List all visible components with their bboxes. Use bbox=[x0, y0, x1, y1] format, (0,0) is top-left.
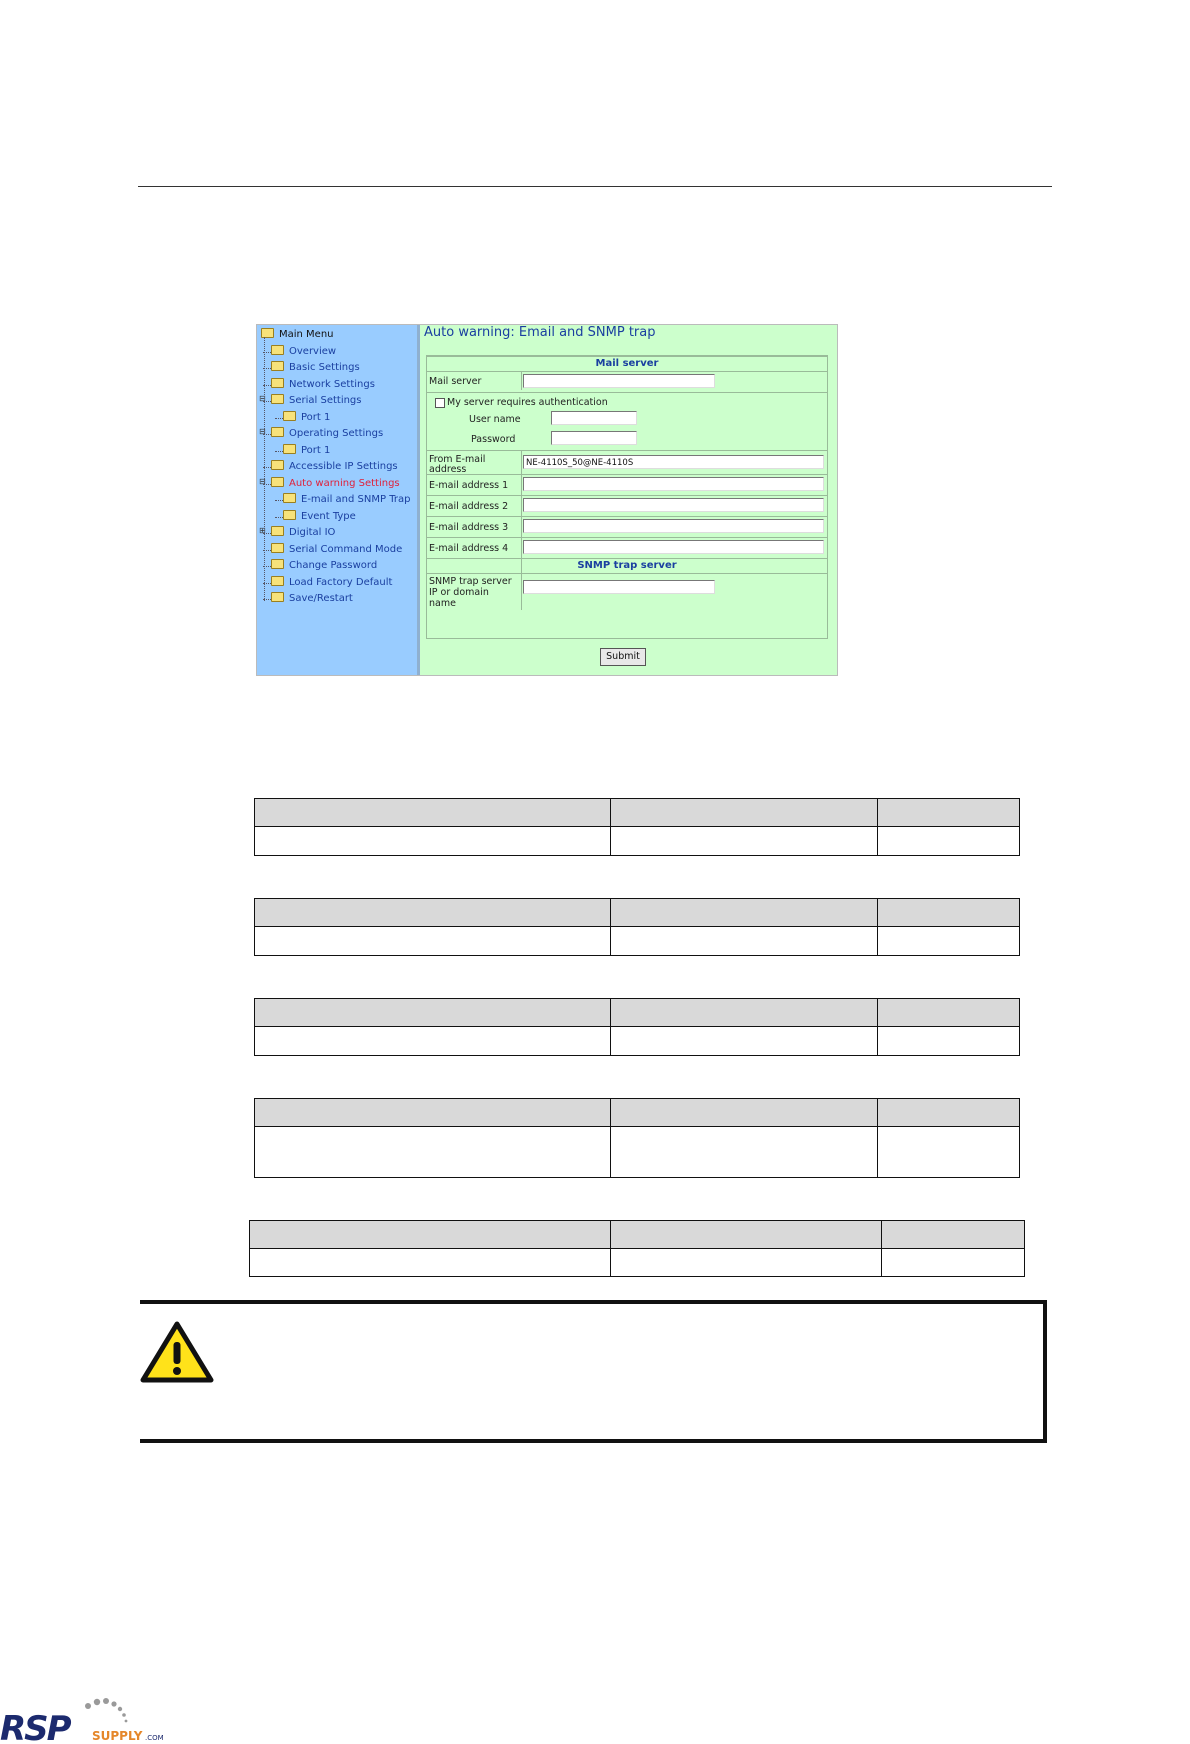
email-address-4-input[interactable] bbox=[523, 540, 824, 554]
menu-item[interactable] bbox=[271, 542, 402, 558]
password-label: Password bbox=[471, 434, 516, 445]
menu-item-label: E-mail and SNMP Trap bbox=[301, 494, 411, 505]
email-address-1-label: E-mail address 1 bbox=[429, 480, 509, 491]
content-pane bbox=[420, 325, 837, 675]
web-console-screenshot bbox=[256, 324, 838, 676]
menu-item-label: Operating Settings bbox=[289, 428, 384, 439]
column-divider bbox=[521, 572, 522, 610]
menu-item-label: Overview bbox=[289, 345, 337, 357]
from-email-input[interactable]: NE-4110S_50@NE-4110S bbox=[523, 455, 824, 469]
menu-item[interactable] bbox=[271, 377, 375, 393]
folder-icon bbox=[271, 543, 284, 553]
warning-box bbox=[140, 1300, 1047, 1443]
menu-item[interactable] bbox=[283, 410, 330, 426]
from-email-label-line2: address bbox=[429, 464, 467, 475]
settings-table-4 bbox=[254, 1098, 1020, 1178]
menu-item-label: Serial Command Mode bbox=[289, 543, 403, 555]
warning-icon bbox=[140, 1320, 214, 1384]
folder-icon bbox=[283, 444, 296, 454]
settings-table-5 bbox=[249, 1220, 1025, 1277]
menu-item-label: Auto warning Settings bbox=[289, 477, 400, 489]
folder-icon bbox=[271, 427, 284, 437]
folder-icon bbox=[271, 477, 284, 487]
password-input[interactable] bbox=[551, 431, 637, 445]
snmp-label-line3: name bbox=[429, 598, 456, 609]
menu-item[interactable] bbox=[271, 426, 383, 442]
menu-item-label: Basic Settings bbox=[289, 362, 360, 373]
snmp-label-line2: IP or domain bbox=[429, 587, 489, 598]
folder-icon bbox=[271, 526, 284, 536]
menu-item-label: Change Password bbox=[289, 560, 378, 571]
expand-icon[interactable]: ⊞ bbox=[259, 526, 266, 535]
main-menu-tree bbox=[257, 325, 420, 675]
settings-form bbox=[426, 355, 828, 639]
tree-connector bbox=[275, 451, 283, 452]
menu-item-label: Port 1 bbox=[301, 444, 331, 456]
row-divider bbox=[427, 495, 827, 496]
svg-text:RSP: RSP bbox=[0, 1709, 70, 1744]
menu-item-label: Load Factory Default bbox=[289, 576, 393, 588]
svg-text:SUPPLY: SUPPLY bbox=[92, 1729, 143, 1743]
email-address-3-label: E-mail address 3 bbox=[429, 522, 509, 533]
folder-icon bbox=[271, 394, 284, 404]
menu-item[interactable] bbox=[283, 492, 410, 508]
collapse-icon[interactable]: ⊟ bbox=[259, 394, 266, 403]
menu-item[interactable] bbox=[271, 591, 353, 607]
menu-item-label: Port 1 bbox=[301, 411, 331, 423]
menu-item[interactable] bbox=[271, 393, 362, 409]
settings-table-1 bbox=[254, 798, 1020, 856]
header-rule bbox=[138, 186, 1052, 187]
menu-item[interactable] bbox=[271, 459, 398, 475]
user-name-label: User name bbox=[469, 414, 521, 425]
folder-icon bbox=[271, 345, 284, 355]
rsp-supply-logo bbox=[0, 1688, 180, 1744]
collapse-icon[interactable]: ⊟ bbox=[259, 476, 266, 486]
folder-icon bbox=[271, 559, 284, 569]
menu-item[interactable] bbox=[271, 525, 335, 541]
menu-item-label: Accessible IP Settings bbox=[289, 461, 398, 472]
settings-table-2 bbox=[254, 898, 1020, 956]
folder-icon bbox=[283, 411, 296, 421]
snmp-label-line1: SNMP trap server bbox=[429, 576, 512, 587]
mail-server-input[interactable] bbox=[523, 374, 715, 388]
menu-item[interactable] bbox=[271, 344, 336, 360]
collapse-icon[interactable]: ⊟ bbox=[259, 427, 266, 436]
folder-icon bbox=[271, 460, 284, 470]
folder-icon bbox=[271, 592, 284, 602]
row-divider bbox=[427, 474, 827, 475]
menu-item-label: Network Settings bbox=[289, 378, 375, 390]
auth-checkbox-label: My server requires authentication bbox=[447, 397, 608, 408]
auth-checkbox[interactable] bbox=[435, 398, 445, 408]
menu-item-label: Save/Restart bbox=[289, 593, 353, 604]
email-address-3-input[interactable] bbox=[523, 519, 824, 533]
row-divider bbox=[427, 450, 827, 451]
tree-connector bbox=[264, 337, 265, 601]
menu-item[interactable] bbox=[283, 443, 330, 459]
mail-server-heading: Mail server bbox=[427, 356, 827, 372]
page-title: Auto warning: Email and SNMP trap bbox=[424, 325, 656, 340]
menu-item[interactable] bbox=[271, 558, 377, 574]
svg-text:.COM: .COM bbox=[145, 1734, 164, 1742]
tree-connector bbox=[275, 418, 283, 419]
menu-item[interactable] bbox=[283, 509, 356, 525]
user-name-input[interactable] bbox=[551, 411, 637, 425]
tree-connector bbox=[275, 517, 283, 518]
email-address-1-input[interactable] bbox=[523, 477, 824, 491]
email-address-2-input[interactable] bbox=[523, 498, 824, 512]
folder-icon bbox=[271, 361, 284, 371]
folder-icon bbox=[271, 378, 284, 388]
settings-table-3 bbox=[254, 998, 1020, 1056]
row-divider bbox=[427, 537, 827, 538]
menu-item[interactable] bbox=[271, 360, 360, 376]
menu-item-label: Main Menu bbox=[279, 329, 334, 340]
row-divider bbox=[427, 392, 827, 393]
column-divider bbox=[521, 372, 522, 390]
menu-item-label: Digital IO bbox=[289, 527, 336, 538]
from-email-label-line1: From E-mail bbox=[429, 454, 486, 465]
email-address-2-label: E-mail address 2 bbox=[429, 501, 509, 512]
folder-icon bbox=[283, 510, 296, 520]
snmp-heading: SNMP trap server bbox=[427, 558, 827, 574]
tree-connector bbox=[275, 500, 283, 501]
submit-button[interactable]: Submit bbox=[600, 648, 646, 666]
snmp-server-input[interactable] bbox=[523, 580, 715, 594]
folder-icon bbox=[283, 493, 296, 503]
menu-item-label: Serial Settings bbox=[289, 395, 362, 406]
menu-item-label: Event Type bbox=[301, 510, 356, 522]
menu-item[interactable] bbox=[271, 476, 400, 492]
email-address-4-label: E-mail address 4 bbox=[429, 543, 509, 554]
folder-icon bbox=[271, 576, 284, 586]
menu-item[interactable] bbox=[271, 575, 392, 591]
menu-item[interactable] bbox=[261, 327, 334, 343]
row-divider bbox=[427, 516, 827, 517]
folder-icon bbox=[261, 328, 274, 338]
mail-server-label: Mail server bbox=[429, 376, 482, 387]
